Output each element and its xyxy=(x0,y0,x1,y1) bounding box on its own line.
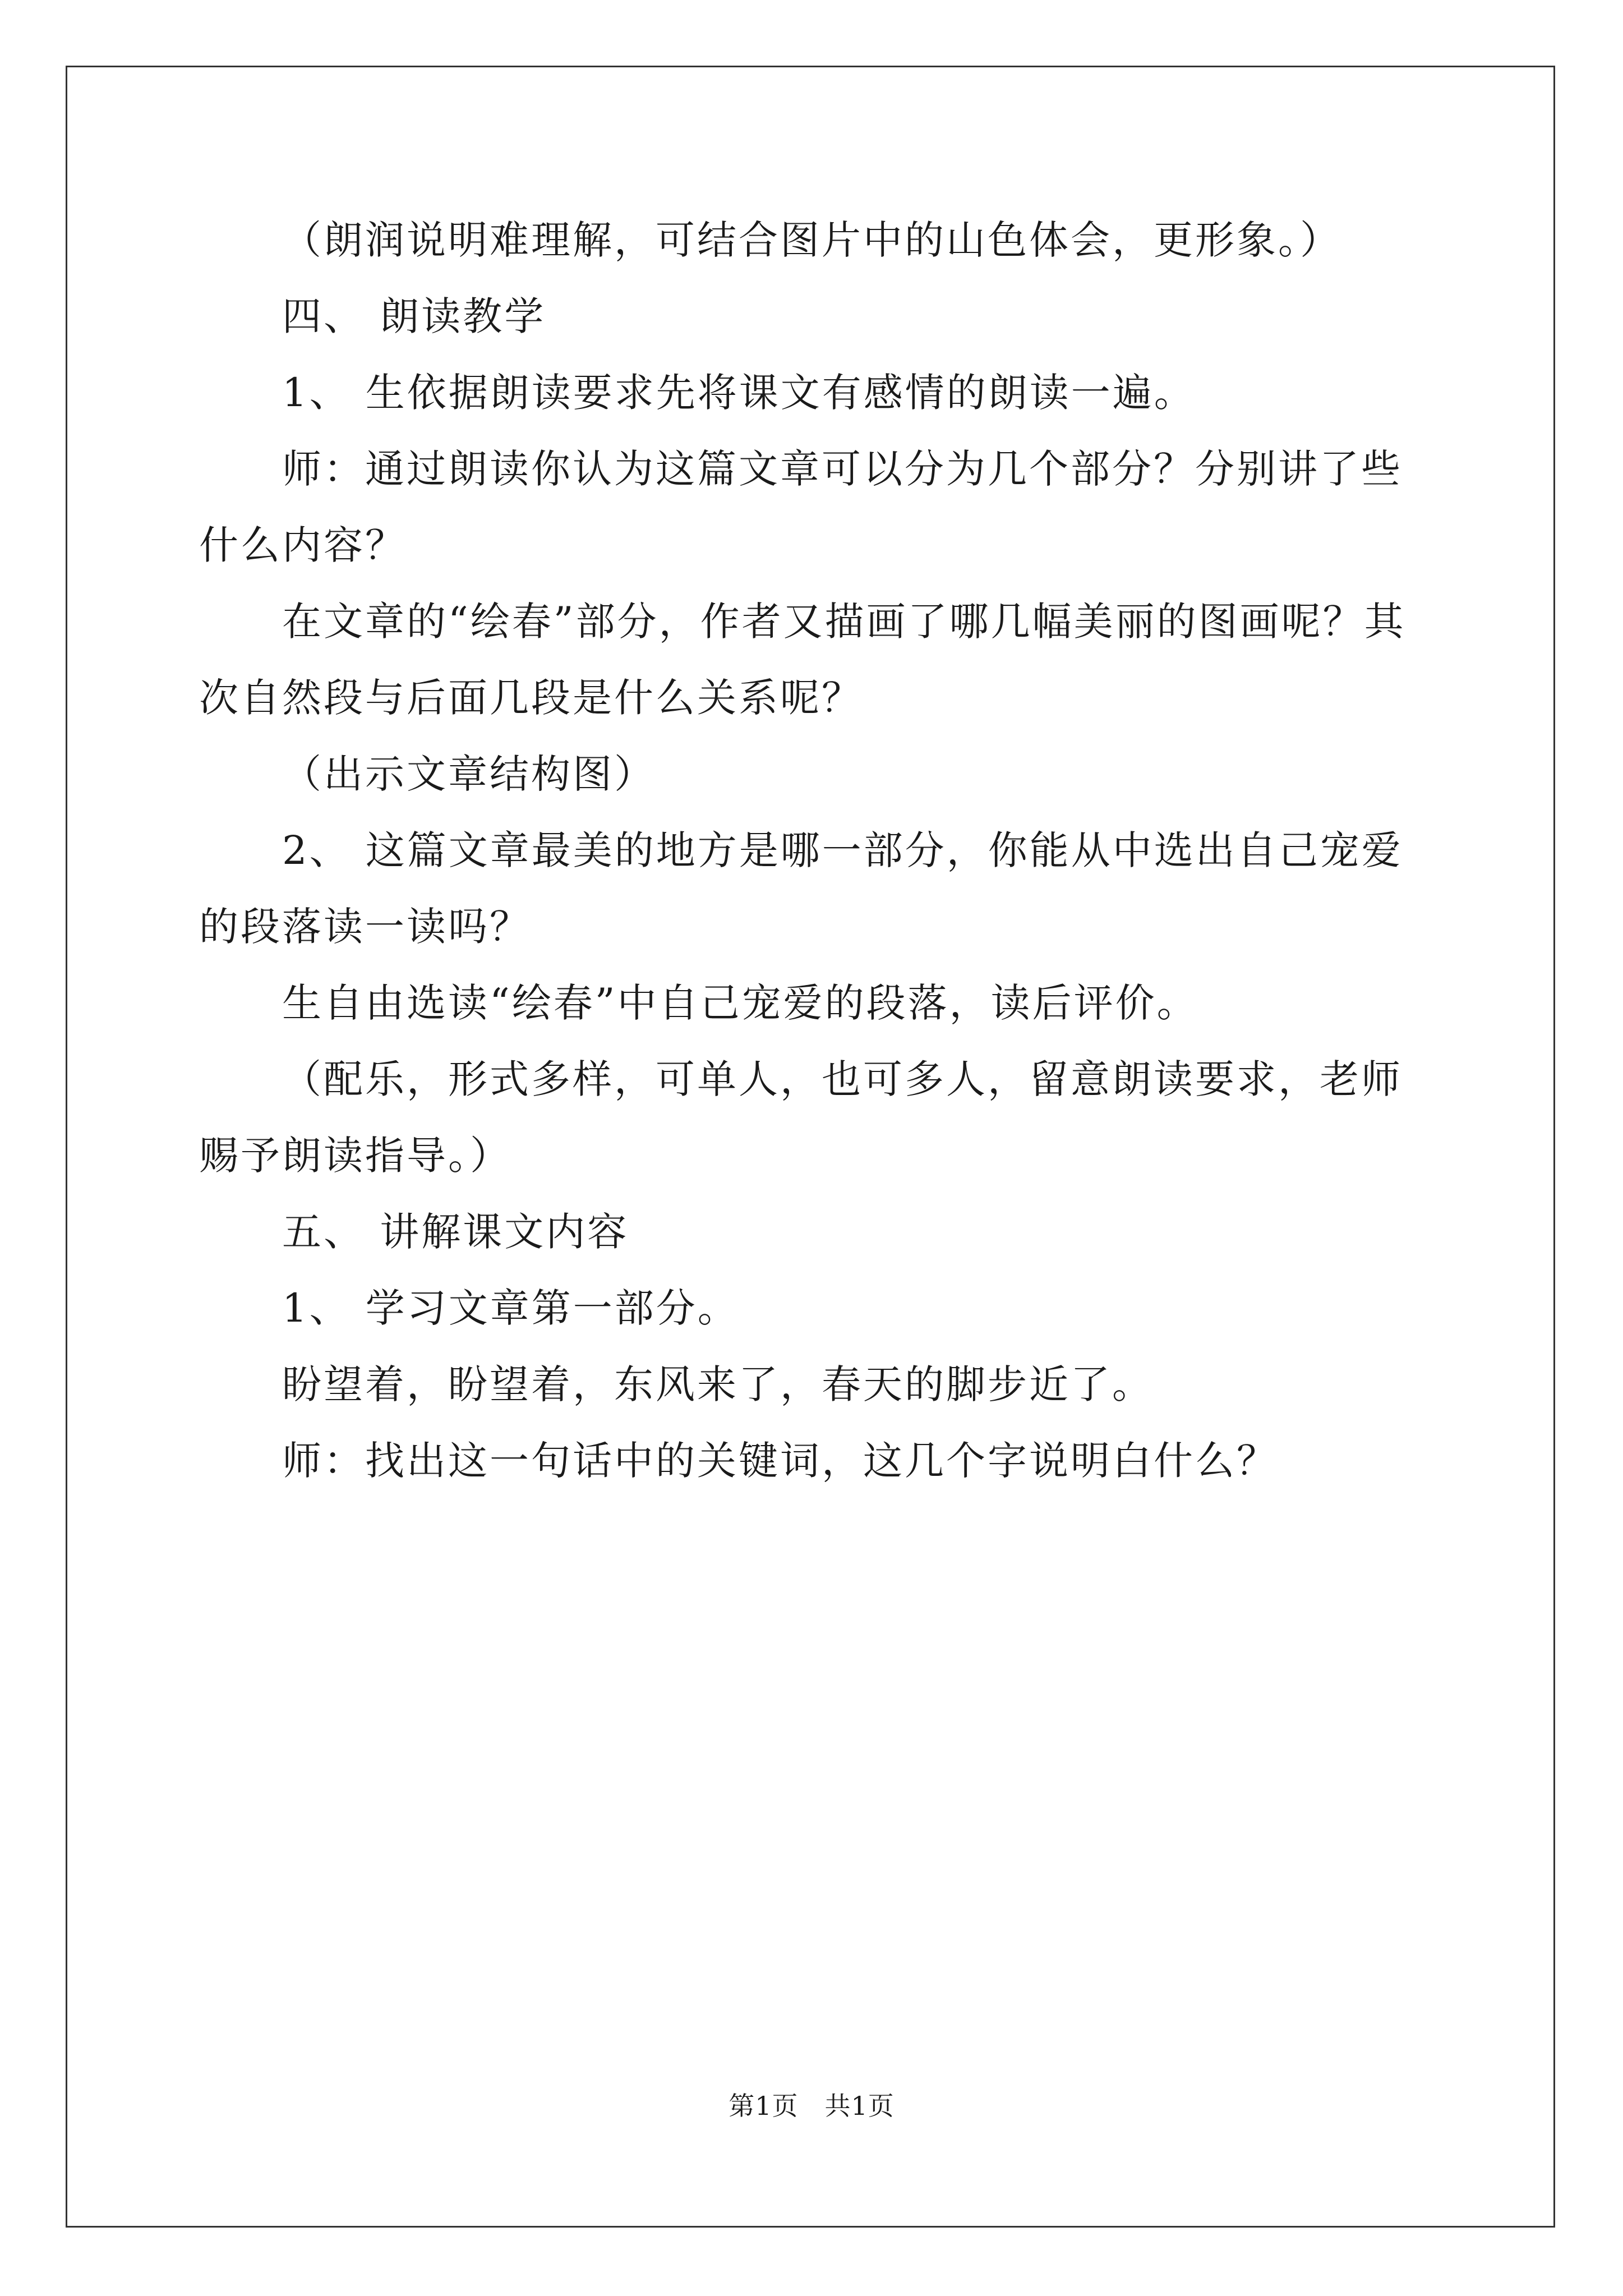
paragraph-3: 师：通过朗读你认为这篇文章可以分为几个部分？分别讲了些什么内容？ xyxy=(199,446,1403,568)
paragraph-2: 1、 生依据朗读要求先将课文有感情的朗读一遍。 xyxy=(282,370,1196,416)
section-heading-5: 五、 讲解课文内容 xyxy=(282,1209,629,1255)
paragraph-6: 2、 这篇文章最美的地方是哪一部分，你能从中选出自己宠爱的段落读一读吗？ xyxy=(199,827,1403,950)
paragraph-9: 1、 学习文章第一部分。 xyxy=(282,1285,739,1331)
document-body xyxy=(199,202,1422,1499)
page-footer: 第1页 共1页 xyxy=(728,2091,895,2121)
paragraph-5: （出示文章结构图） xyxy=(282,751,656,797)
paragraph-8: （配乐，形式多样，可单人，也可多人，留意朗读要求，老师赐予朗读指导。） xyxy=(199,1056,1403,1179)
section-heading-4: 四、 朗读教学 xyxy=(282,293,546,339)
paragraph-1: （朗润说明难理解，可结合图片中的山色体会，更形象。） xyxy=(282,217,1341,263)
paragraph-4: 在文章的“绘春”部分，作者又描画了哪几幅美丽的图画呢？其次自然段与后面几段是什么关系呢？ xyxy=(199,599,1406,721)
paragraph-11: 师：找出这一句话中的关键词，这几个字说明白什么？ xyxy=(282,1438,1278,1484)
paragraph-10: 盼望着，盼望着，东风来了，春天的脚步近了。 xyxy=(282,1361,1154,1407)
paragraph-7: 生自由选读“绘春”中自己宠爱的段落，读后评价。 xyxy=(282,980,1198,1026)
